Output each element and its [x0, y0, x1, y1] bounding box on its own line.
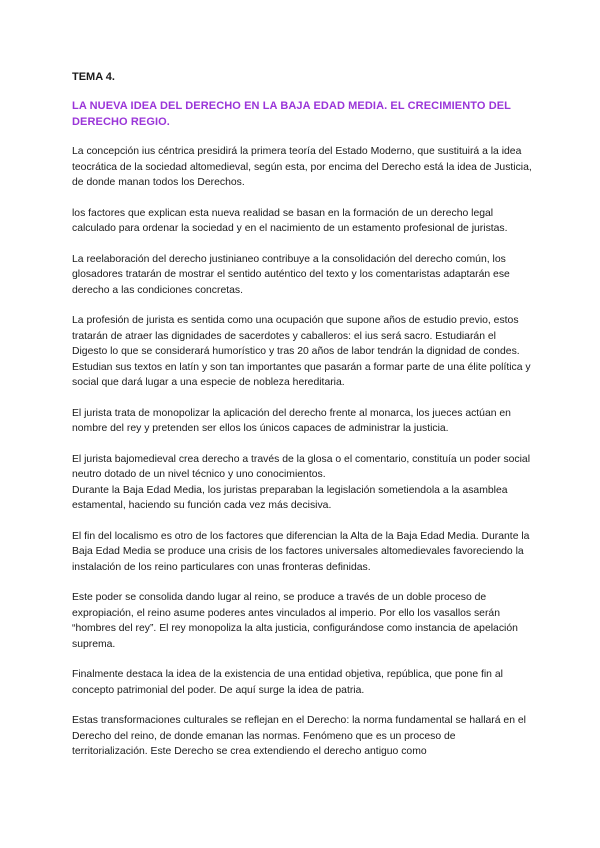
document-page [72, 70, 532, 775]
paragraph: El jurista trata de monopolizar la aplicación del derecho frente al monarca, los jueces actúan en nombre del rey y pretenden ser ellos los únicos capaces de administrar la justicia. [72, 407, 511, 434]
paragraph: Este poder se consolida dando lugar al reino, se produce a través de un doble proceso de expropiación, el reino asume poderes antes vinculados al imperio. Por ello los vasallos serán “hombres del rey”. El rey monopoliza la alta justicia, configurándose como instancia de apelación suprema. [72, 592, 518, 650]
paragraph: La concepción ius céntrica presidirá la primera teoría del Estado Moderno, que sustituirá a la idea teocrática de la sociedad altomedieval, según esta, por encima del Derecho está la idea de Justicia, de donde manan todos los Derechos. [72, 146, 532, 188]
paragraph: los factores que explican esta nueva realidad se basan en la formación de un derecho legal calculado para ordenar la sociedad y en el nacimiento de un estamento profesional de juristas. [72, 207, 508, 234]
document-title: TEMA 4. [72, 71, 115, 83]
paragraph: La reelaboración del derecho justinianeo contribuye a la consolidación del derecho común, los glosadores tratarán de mostrar el sentido auténtico del texto y los comentaristas adaptarán ese derecho a las condiciones concretas. [72, 253, 510, 296]
paragraph: El jurista bajomedieval crea derecho a través de la glosa o el comentario, constituía un poder social neutro dotado de un nivel técnico y uno conocimientos. Durante la Baja Edad Media, los juristas preparaban la legislación sometiendola a la asamblea estamental, haciendo su función cada vez más decisiva. [72, 453, 531, 511]
paragraph: Estas transformaciones culturales se reflejan en el Derecho: la norma fundamental se hallará en el Derecho del reino, de donde emanan las normas. Fenómeno que es un proceso de territorialización. Este Derecho se crea extendiendo el derecho antiguo como [72, 715, 526, 757]
section-heading: LA NUEVA IDEA DEL DERECHO EN LA BAJA EDAD MEDIA. EL CRECIMIENTO DEL DERECHO REGIO. [72, 100, 511, 128]
paragraph: La profesión de jurista es sentida como una ocupación que supone años de estudio previo, estos tratarán de atraer las dignidades de sacerdotes y caballeros: el ius será sacro. Estudiarán el Digesto lo que se considerará humorístico y tras 20 años de labor tendrán la dignidad de condes. Estudian sus textos en latín y son tan importantes que pasarán a formar parte de una élite política y social que dará lugar a una especie de nobleza hereditaria. [72, 315, 531, 388]
paragraph: El fin del localismo es otro de los factores que diferencian la Alta de la Baja Edad Media. Durante la Baja Edad Media se produce una crisis de los factores universales altomedievales favoreciendo la instalación de los reino particulares con unas fronteras definidas. [72, 530, 530, 573]
paragraph: Finalmente destaca la idea de la existencia de una entidad objetiva, república, que pone fin al concepto patrimonial del poder. De aquí surge la idea de patria. [72, 669, 503, 696]
